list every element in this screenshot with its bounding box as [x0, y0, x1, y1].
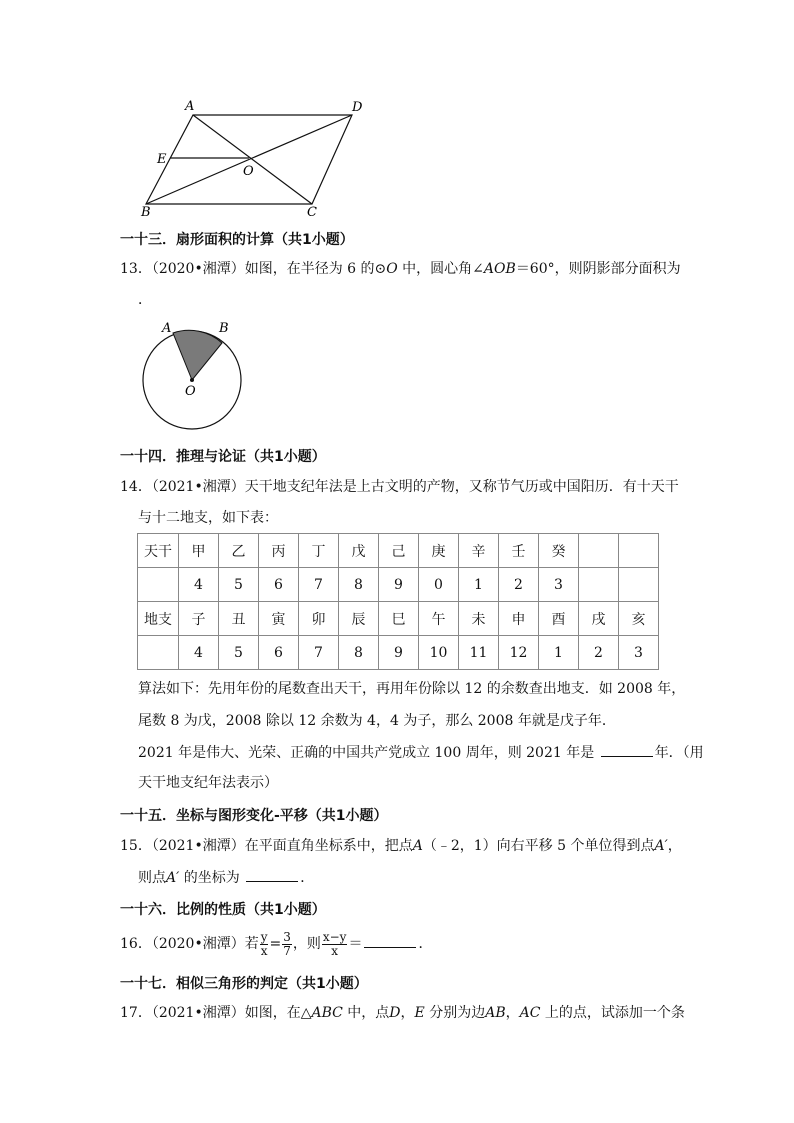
- table-cell: 10: [419, 636, 459, 670]
- table-cell: [579, 534, 619, 568]
- table-cell: 8: [339, 636, 379, 670]
- answer-blank-14[interactable]: [601, 742, 653, 757]
- parallelogram-figure: [135, 95, 375, 220]
- label-O: O: [243, 164, 254, 179]
- table-cell: 壬: [499, 534, 539, 568]
- table-cell: 2: [579, 636, 619, 670]
- table-cell: 辰: [339, 602, 379, 636]
- table-row: [138, 636, 659, 670]
- table-cell: [619, 534, 659, 568]
- table-cell: 5: [219, 568, 259, 602]
- table-cell: 6: [259, 568, 299, 602]
- fraction-y-over-x: $\frac{y}{x}$: [260, 929, 268, 958]
- table-cell: 7: [299, 568, 339, 602]
- table-cell: 0: [419, 568, 459, 602]
- label-E: E: [157, 152, 167, 167]
- question-14-ask-line-2: 天干地支纪年法表示）: [138, 775, 278, 791]
- table-cell: 申: [499, 602, 539, 636]
- table-cell: 天干: [138, 534, 179, 568]
- question-14-ask-line-1: 2021 年是伟大、光荣、正确的中国共产党成立 100 周年，则 2021 年是 年．（用: [138, 742, 704, 763]
- table-cell: 1: [459, 568, 499, 602]
- question-13-end: ．: [138, 292, 152, 308]
- label-C: C: [307, 205, 317, 220]
- algorithm-line-2: 尾数 8 为戊，2008 除以 12 余数为 4，4 为子，那么 2008 年就是戊子年．: [138, 713, 616, 729]
- table-cell: 9: [379, 636, 419, 670]
- table-cell: [579, 568, 619, 602]
- table-cell: 卯: [299, 602, 339, 636]
- label-D: D: [352, 100, 363, 115]
- question-17: 17．（2021•湘潭）如图，在△ABC 中，点D，E 分别为边AB，AC 上的点，试添加一个条: [120, 1005, 685, 1021]
- table-cell: 5: [219, 636, 259, 670]
- table-cell: 巳: [379, 602, 419, 636]
- sector-label-B: B: [219, 321, 229, 336]
- question-16: 16．（2020•湘潭）若 $\frac{y}{x}$ = $\frac{3}{7}$ ，则 $\frac{x-y}{x}$ ＝ ．: [120, 929, 433, 958]
- table-cell: 1: [539, 636, 579, 670]
- table-cell: 亥: [619, 602, 659, 636]
- section-15-heading: 一十五．坐标与图形变化-平移（共1小题）: [120, 808, 388, 824]
- table-cell: 4: [179, 568, 219, 602]
- table-cell: 己: [379, 534, 419, 568]
- label-B: B: [141, 205, 151, 220]
- table-cell: 9: [379, 568, 419, 602]
- table-cell: 子: [179, 602, 219, 636]
- table-cell: 11: [459, 636, 499, 670]
- table-cell: 丁: [299, 534, 339, 568]
- table-row: [138, 568, 659, 602]
- table-cell: 辛: [459, 534, 499, 568]
- algorithm-line-1: 算法如下：先用年份的尾数查出天干，再用年份除以 12 的余数查出地支．如 2008 年，: [138, 681, 686, 697]
- table-cell: 乙: [219, 534, 259, 568]
- question-13: 13．（2020•湘潭）如图，在半径为 6 的⊙O 中，圆心角∠AOB＝60°，则阴影部分面积为: [120, 261, 681, 277]
- table-cell: 8: [339, 568, 379, 602]
- table-cell: [138, 636, 179, 670]
- table-cell: 地支: [138, 602, 179, 636]
- question-14-line-2: 与十二地支，如下表：: [138, 510, 278, 526]
- table-cell: 7: [299, 636, 339, 670]
- table-cell: 甲: [179, 534, 219, 568]
- answer-blank-15[interactable]: [246, 867, 298, 882]
- table-cell: [619, 568, 659, 602]
- section-14-heading: 一十四．推理与论证（共1小题）: [120, 449, 326, 465]
- table-cell: 午: [419, 602, 459, 636]
- section-13-heading: 一十三．扇形面积的计算（共1小题）: [120, 232, 354, 248]
- table-cell: 戊: [339, 534, 379, 568]
- table-cell: [138, 568, 179, 602]
- table-row: [138, 602, 659, 636]
- table-cell: 寅: [259, 602, 299, 636]
- question-15-line-1: 15．（2021•湘潭）在平面直角坐标系中，把点A（﹣2，1）向右平移 5 个单位得到点A′，: [120, 838, 682, 854]
- fraction-xminusy-over-x: $\frac{x-y}{x}$: [322, 929, 347, 958]
- table-cell: 3: [539, 568, 579, 602]
- question-14-line-1: 14．（2021•湘潭）天干地支纪年法是上古文明的产物，又称节气历或中国阳历．有十天干: [120, 479, 679, 495]
- table-cell: 庚: [419, 534, 459, 568]
- table-cell: 2: [499, 568, 539, 602]
- section-16-heading: 一十六．比例的性质（共1小题）: [120, 902, 326, 918]
- table-cell: 酉: [539, 602, 579, 636]
- section-17-heading: 一十七．相似三角形的判定（共1小题）: [120, 976, 368, 992]
- table-row: [138, 534, 659, 568]
- table-cell: 6: [259, 636, 299, 670]
- question-15-line-2: 则点A′ 的坐标为 ．: [138, 867, 314, 888]
- table-cell: 丙: [259, 534, 299, 568]
- label-A: A: [185, 99, 195, 114]
- sector-label-A: A: [162, 321, 172, 336]
- sector-figure: [135, 315, 255, 430]
- answer-blank-16[interactable]: [364, 933, 416, 948]
- table-cell: 癸: [539, 534, 579, 568]
- table-cell: 12: [499, 636, 539, 670]
- table-cell: 3: [619, 636, 659, 670]
- table-cell: 4: [179, 636, 219, 670]
- table-cell: 戌: [579, 602, 619, 636]
- table-cell: 未: [459, 602, 499, 636]
- ganzhi-table: [137, 533, 659, 670]
- fraction-3-over-7: $\frac{3}{7}$: [283, 929, 291, 958]
- table-cell: 丑: [219, 602, 259, 636]
- sector-label-O: O: [185, 384, 196, 399]
